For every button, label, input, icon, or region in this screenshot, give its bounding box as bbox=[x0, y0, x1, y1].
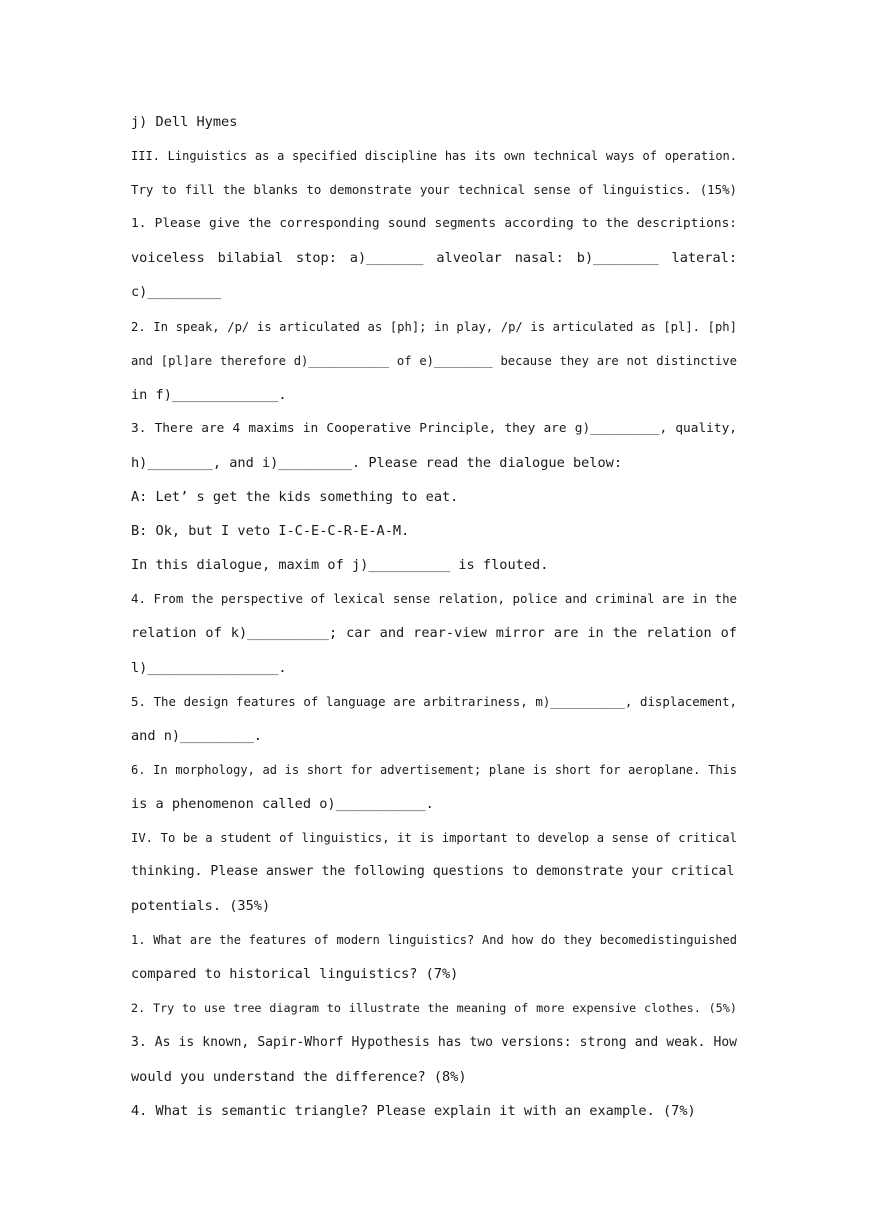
text-line: c)_________ bbox=[131, 284, 222, 301]
text-line: thinking. Please answer the following questions to demonstrate your critical bbox=[131, 864, 735, 880]
text-line: l)________________. bbox=[131, 659, 287, 676]
text-line: and n)_________. bbox=[131, 727, 262, 744]
question-line: 1. Please give the corresponding sound segments according to the descriptions: bbox=[131, 216, 737, 232]
text-line: compared to historical linguistics? (7%) bbox=[131, 966, 459, 983]
dialogue-line: B: Ok, but I veto I-C-E-C-R-E-A-M. bbox=[131, 523, 410, 540]
text-line: voiceless bilabial stop: a)_______ alveolar nasal: b)________ lateral: bbox=[131, 250, 737, 267]
text-line: j) Dell Hymes bbox=[131, 114, 238, 130]
question-line: 6. In morphology, ad is short for advertisement; plane is short for aeroplane. This bbox=[131, 762, 737, 777]
question-line: 5. The design features of language are arbitrariness, m)__________, displacement, bbox=[131, 693, 737, 709]
section-heading-iii: III. Linguistics as a specified discipline has its own technical ways of operation. bbox=[131, 149, 737, 164]
text-line: relation of k)__________; car and rear-view mirror are in the relation of bbox=[131, 625, 737, 642]
text-line: and [pl]are therefore d)___________ of e)________ because they are not distinctive bbox=[131, 353, 737, 368]
text-line: Try to fill the blanks to demonstrate your technical sense of linguistics. (15%) bbox=[131, 182, 737, 198]
text-line: in f)_____________. bbox=[131, 386, 287, 403]
text-line: h)________, and i)_________. Please read the dialogue below: bbox=[131, 454, 623, 471]
text-line: In this dialogue, maxim of j)__________ is flouted. bbox=[131, 557, 549, 574]
question-line: 2. In speak, /p/ is articulated as [ph]; in play, /p/ is articulated as [pl]. [ph] bbox=[131, 319, 737, 334]
text-line: is a phenomenon called o)___________. bbox=[131, 795, 434, 812]
question-line: 3. There are 4 maxims in Cooperative Principle, they are g)_________, quality, bbox=[131, 420, 737, 436]
question-line: 2. Try to use tree diagram to illustrate the meaning of more expensive clothes. (5%) bbox=[131, 1001, 737, 1016]
text-line: would you understand the difference? (8%) bbox=[131, 1068, 467, 1085]
question-line: 4. From the perspective of lexical sense relation, police and criminal are in the bbox=[131, 591, 737, 607]
question-line: 1. What are the features of modern linguistics? And how do they becomedistinguished bbox=[131, 933, 737, 948]
text-line: potentials. (35%) bbox=[131, 898, 271, 915]
exam-page bbox=[131, 105, 737, 1128]
dialogue-line: A: Let’ s get the kids something to eat. bbox=[131, 489, 459, 506]
question-line: 4. What is semantic triangle? Please explain it with an example. (7%) bbox=[131, 1102, 696, 1119]
section-heading-iv: IV. To be a student of linguistics, it is important to develop a sense of critical bbox=[131, 830, 737, 845]
question-line: 3. As is known, Sapir-Whorf Hypothesis has two versions: strong and weak. How bbox=[131, 1034, 737, 1050]
